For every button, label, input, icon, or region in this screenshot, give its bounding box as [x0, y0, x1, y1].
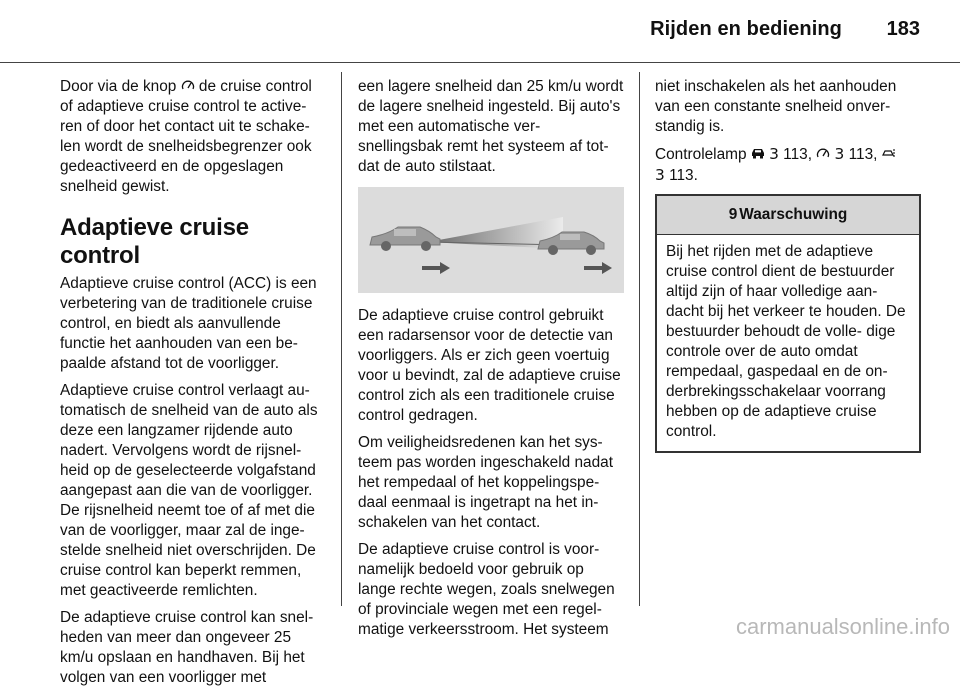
chapter-title: Rijden en bediening: [650, 18, 842, 40]
column-1: [60, 77, 326, 695]
warning-box: [655, 194, 921, 453]
direction-arrow-left: [422, 262, 450, 274]
paragraph: De adaptieve cruise control is voor- namelijk bedoeld voor gebruik op lange rechte wegen, zoals snelwegen of provinciale wegen met een regel- matige verkeersstroom. Het systeem: [358, 541, 615, 638]
column-divider: [341, 72, 342, 606]
warning-title-bar: [657, 196, 919, 235]
cruise-control-icon: [816, 147, 830, 161]
page-number: 183: [886, 18, 920, 40]
paragraph: niet inschakelen als het aanhouden van een constante snelheid onver- standig is.: [655, 78, 897, 135]
section-heading: Adaptieve cruise control: [60, 214, 249, 269]
watermark: carmanualsonline.info: [735, 614, 950, 639]
own-car: [370, 227, 440, 251]
direction-arrow-right: [584, 262, 612, 274]
cruise-control-icon: [181, 79, 195, 93]
page-ref-arrow[interactable]: 3: [655, 166, 665, 184]
car-icon: [751, 147, 765, 161]
warning-title: Waarschuwing: [739, 206, 848, 223]
warning-text: Bij het rijden met de adaptieve cruise control dient de bestuurder altijd zijn of haar volledige aan- dacht bij het verkeer te houden. De bestuurder behoudt de volle- dige controle over de auto omdat rempedaal, gaspedaal en de on- derbrekingsschakelaar voorrang hebben op de adaptieve cruise control.: [666, 243, 906, 440]
acc-sensor-icon: [882, 147, 896, 161]
column-2: [358, 77, 624, 647]
paragraph: De adaptieve cruise control kan snel- heden van meer dan ongeveer 25 km/u opslaan en handhaven. Bij het volgen van een voorligger met: [60, 609, 314, 686]
intro-paragraph: Door via de knop de cruise control of adaptieve cruise control te active- ren of door het contact uit te schake- len wordt de snelheidsbegrenzer ook gedeactiveerd en de opgeslagen snelheid gewist.: [60, 78, 312, 195]
paragraph: De adaptieve cruise control gebruikt een radarsensor voor de detectie van voorliggers. Als er zich geen voertuig voor u bevindt, zal de adaptieve cruise control zich als een traditionele cruise control gedragen.: [358, 307, 621, 424]
paragraph: Adaptieve cruise control (ACC) is een verbetering van de traditionele cruise control, en biedt als aanvullende functie het aanhouden van een be- paalde afstand tot de voorligger.: [60, 275, 317, 372]
paragraph: Adaptieve cruise control verlaagt au- tomatisch de snelheid van de auto als deze een langzamer rijdende auto nadert. Vervolgens wordt de rijsnel- heid op de geselecteerde volgafstand aangepast aan die van de voorligger. De rijsnelheid neemt toe of af met die van de voorligger, maar zal de inge- stelde snelheid niet overschrijden. De cruise control kan beperkt remmen, met geactiveerde remlichten.: [60, 382, 318, 599]
paragraph: een lagere snelheid dan 25 km/u wordt de lagere snelheid ingesteld. Bij auto's met een automatische ver- snellingsbak remt het systeem af tot- dat de auto stilstaat.: [358, 78, 624, 175]
page-header: [0, 0, 960, 63]
page-ref-arrow[interactable]: 3: [769, 145, 779, 163]
paragraph: Om veiligheidsredenen kan het sys- teem pas worden ingeschakeld nadat het rempedaal of het koppelingspe- daal eenmaal is ingetrapt na het in- schakelen van het contact.: [358, 434, 613, 531]
indicator-reference: Controlelamp 3 113, 3 113, 3 113.: [655, 144, 921, 186]
warning-icon: 9: [728, 206, 738, 223]
column-3: [655, 77, 921, 453]
acc-radar-illustration: [358, 187, 624, 293]
radar-diagram: [358, 187, 624, 293]
page-ref-arrow[interactable]: 3: [834, 145, 845, 163]
column-divider: [639, 72, 640, 606]
